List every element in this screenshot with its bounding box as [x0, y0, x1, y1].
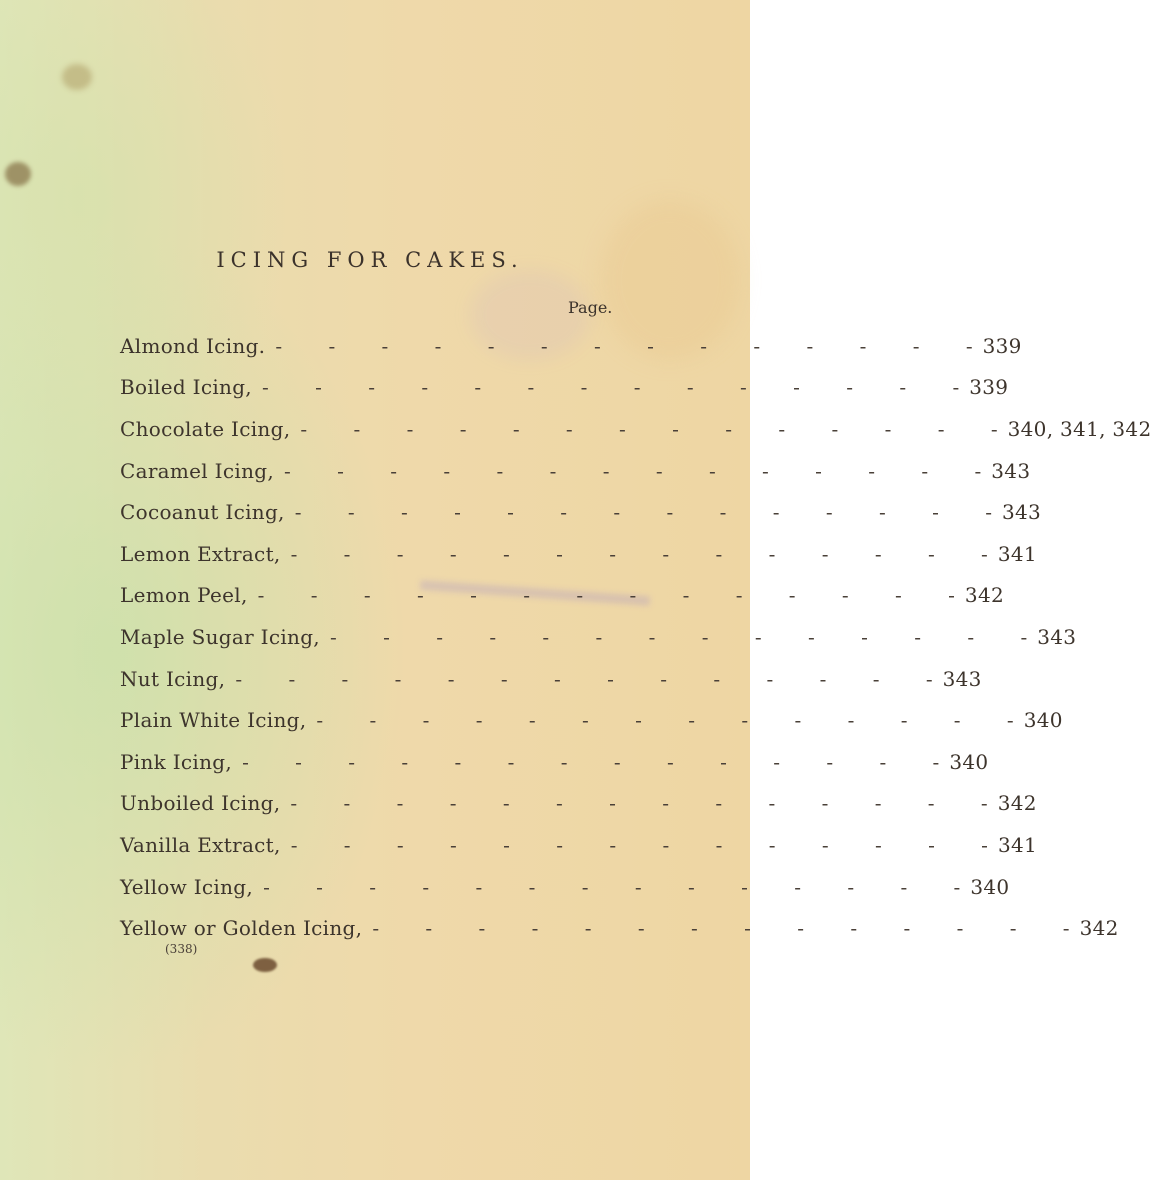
- dot-leader: - - - - - - - - - - - - - -: [290, 791, 988, 816]
- index-entry: [120, 699, 1063, 741]
- index-entry: [120, 491, 1042, 533]
- entry-name: Yellow Icing,: [120, 874, 254, 899]
- entry-page-number: 341: [997, 832, 1038, 857]
- index-entry: [120, 325, 1022, 367]
- page-title: ICING FOR CAKES.: [216, 248, 524, 272]
- entry-name: Pink Icing,: [120, 749, 233, 774]
- dot-leader: - - - - - - - - - - - - - -: [316, 708, 1014, 733]
- index-entry: [120, 367, 1009, 409]
- dot-leader: - - - - - - - - - - - - - -: [235, 666, 933, 691]
- entry-name: Yellow or Golden Icing,: [120, 916, 363, 941]
- entry-page-number: 343: [1001, 500, 1042, 525]
- stain: [5, 162, 31, 186]
- entry-page-number: 340: [970, 874, 1010, 899]
- dot-leader: - - - - - - - - - - - - - -: [261, 375, 960, 400]
- entry-page-number: 339: [982, 333, 1022, 358]
- dot-leader: - - - - - - - - - - - - - -: [257, 583, 955, 608]
- entry-page-number: 340: [1023, 708, 1063, 733]
- index-entry: [120, 658, 982, 700]
- entry-name: Almond Icing.: [120, 333, 266, 358]
- page-number: (338): [165, 942, 198, 956]
- dot-leader: - - - - - - - - - - - - - -: [290, 541, 988, 566]
- entry-page-number: 342: [997, 791, 1037, 816]
- dot-leader: - - - - - - - - - - - - - -: [372, 916, 1070, 941]
- page-column-header: Page.: [568, 298, 613, 317]
- entry-name: Chocolate Icing,: [120, 416, 291, 441]
- entry-page-number: 340, 341, 342: [1007, 416, 1151, 441]
- index-entry: [120, 824, 1038, 866]
- dot-leader: - - - - - - - - - - - - - -: [242, 749, 940, 774]
- entry-page-number: 339: [969, 375, 1009, 400]
- index-entry: [120, 616, 1077, 658]
- entry-page-number: 341: [997, 541, 1037, 566]
- dot-leader: - - - - - - - - - - - - - -: [284, 458, 982, 483]
- dot-leader: - - - - - - - - - - - - - -: [300, 416, 998, 441]
- entry-page-number: 343: [991, 458, 1031, 483]
- entry-name: Boiled Icing,: [120, 375, 252, 400]
- index-entry: [120, 408, 1151, 450]
- dot-leader: - - - - - - - - - - - - - -: [275, 333, 973, 358]
- dot-leader: - - - - - - - - - - - - - -: [263, 874, 961, 899]
- entry-name: Vanilla Extract,: [120, 832, 281, 857]
- dot-leader: - - - - - - - - - - - - - -: [329, 624, 1028, 649]
- entry-name: Lemon Peel,: [120, 583, 248, 608]
- index-entry: [120, 575, 1004, 617]
- entry-name: Caramel Icing,: [120, 458, 275, 483]
- index-list: [120, 325, 1151, 949]
- entry-name: Unboiled Icing,: [120, 791, 281, 816]
- entry-page-number: 342: [964, 583, 1004, 608]
- stain: [62, 64, 92, 90]
- entry-name: Nut Icing,: [120, 666, 226, 691]
- index-entry: [120, 450, 1031, 492]
- entry-name: Cocoanut Icing,: [120, 500, 285, 525]
- entry-name: Plain White Icing,: [120, 708, 307, 733]
- index-entry: [120, 783, 1037, 825]
- dot-leader: - - - - - - - - - - - - - -: [290, 832, 988, 857]
- entry-page-number: 343: [1037, 624, 1077, 649]
- index-entry: [120, 533, 1037, 575]
- entry-page-number: 340: [949, 749, 989, 774]
- dot-leader: - - - - - - - - - - - - - -: [294, 500, 992, 525]
- entry-page-number: 343: [942, 666, 982, 691]
- index-entry: [120, 866, 1010, 908]
- entry-name: Lemon Extract,: [120, 541, 281, 566]
- stain: [253, 958, 277, 972]
- entry-page-number: 342: [1079, 916, 1119, 941]
- entry-name: Maple Sugar Icing,: [120, 624, 320, 649]
- index-entry: [120, 741, 989, 783]
